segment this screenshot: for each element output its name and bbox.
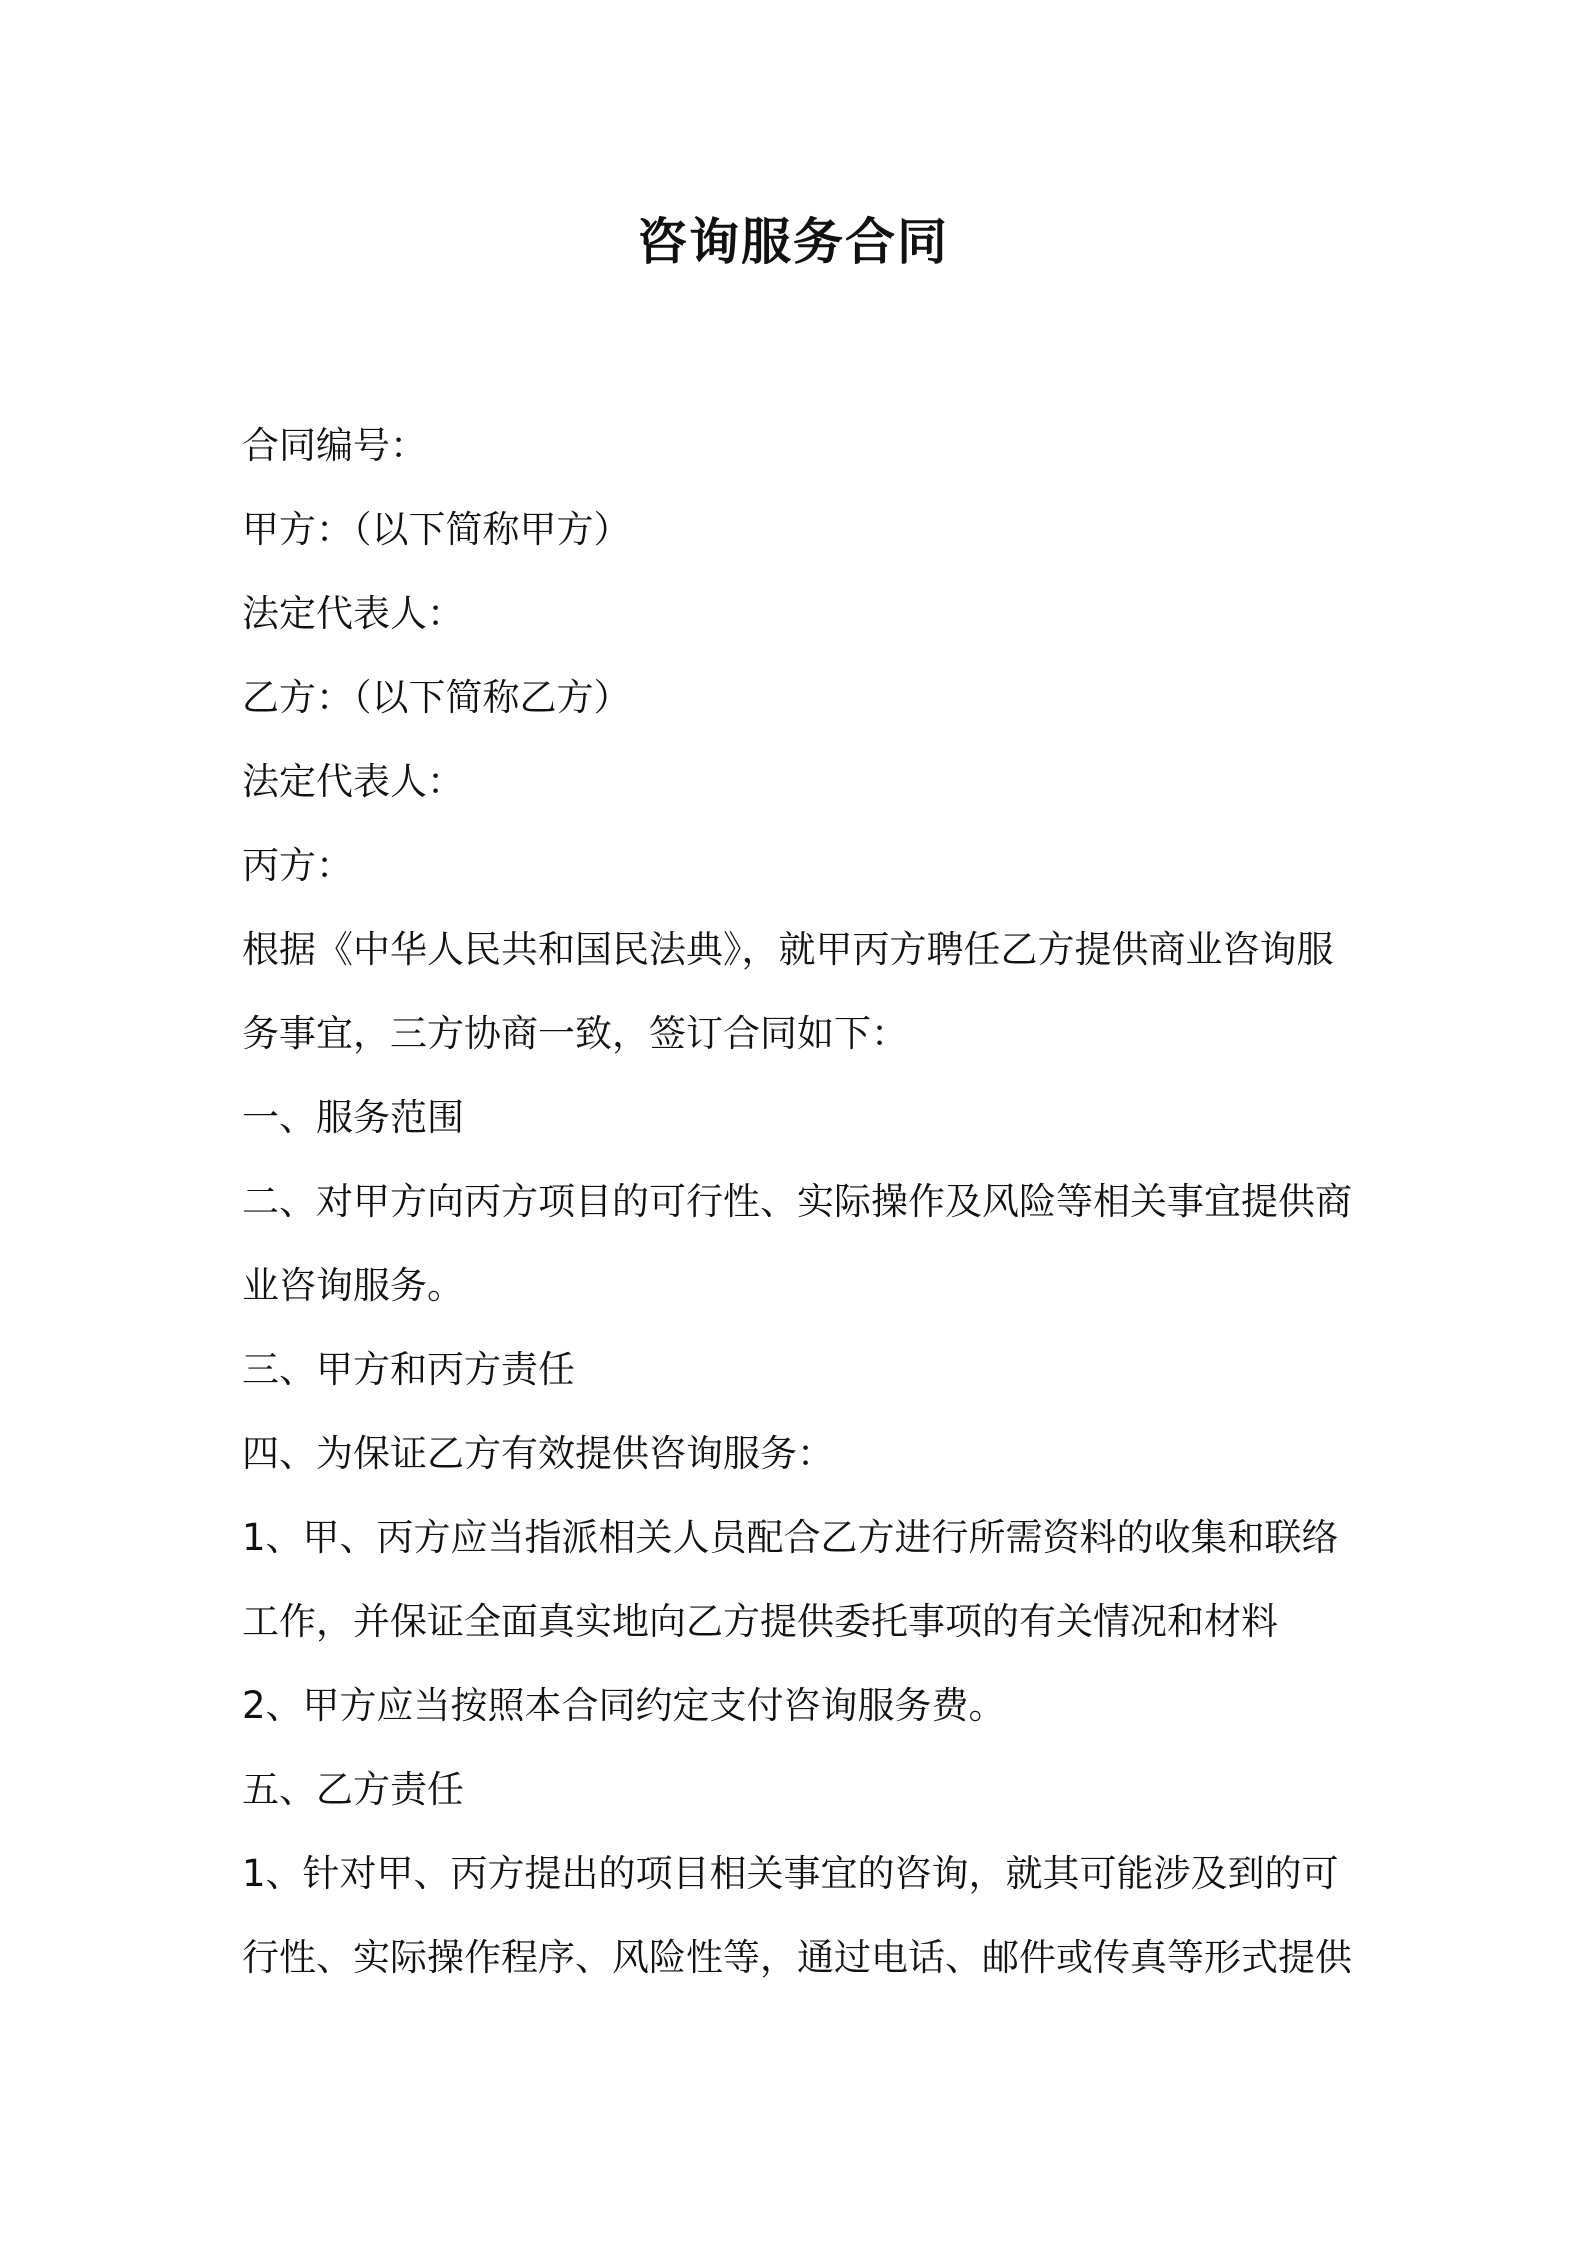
clause-line: 1、甲、丙方应当指派相关人员配合乙方进行所需资料的收集和联络 bbox=[242, 1516, 1339, 1559]
clause-line: 行性、实际操作程序、风险性等，通过电话、邮件或传真等形式提供 bbox=[242, 1936, 1352, 1979]
document-title: 咨询服务合同 bbox=[637, 213, 949, 271]
party-b-representative-line: 法定代表人： bbox=[242, 760, 464, 803]
party-b-line: 乙方：（以下简称乙方） bbox=[242, 676, 631, 719]
party-a-representative-line: 法定代表人： bbox=[242, 592, 464, 635]
clause-line: 工作，并保证全面真实地向乙方提供委托事项的有关情况和材料 bbox=[242, 1600, 1278, 1643]
preamble-line: 务事宜，三方协商一致，签订合同如下： bbox=[242, 1012, 908, 1055]
contract-body bbox=[242, 404, 1362, 2000]
section-heading: 四、为保证乙方有效提供咨询服务： bbox=[242, 1432, 834, 1475]
section-heading: 三、甲方和丙方责任 bbox=[242, 1348, 575, 1391]
section-heading: 二、对甲方向丙方项目的可行性、实际操作及风险等相关事宜提供商 bbox=[242, 1180, 1352, 1223]
section-heading: 一、服务范围 bbox=[242, 1096, 464, 1139]
party-c-line: 丙方： bbox=[242, 844, 353, 887]
clause-line: 2、甲方应当按照本合同约定支付咨询服务费。 bbox=[242, 1684, 1006, 1727]
party-a-line: 甲方：（以下简称甲方） bbox=[242, 508, 631, 551]
preamble-line: 根据《中华人民共和国民法典》，就甲丙方聘任乙方提供商业咨询服 bbox=[242, 928, 1334, 971]
contract-number-line: 合同编号： bbox=[242, 424, 427, 467]
clause-line: 1、针对甲、丙方提出的项目相关事宜的咨询，就其可能涉及到的可 bbox=[242, 1852, 1339, 1895]
paragraph-line: 业咨询服务。 bbox=[242, 1264, 464, 1307]
section-heading: 五、乙方责任 bbox=[242, 1768, 464, 1811]
